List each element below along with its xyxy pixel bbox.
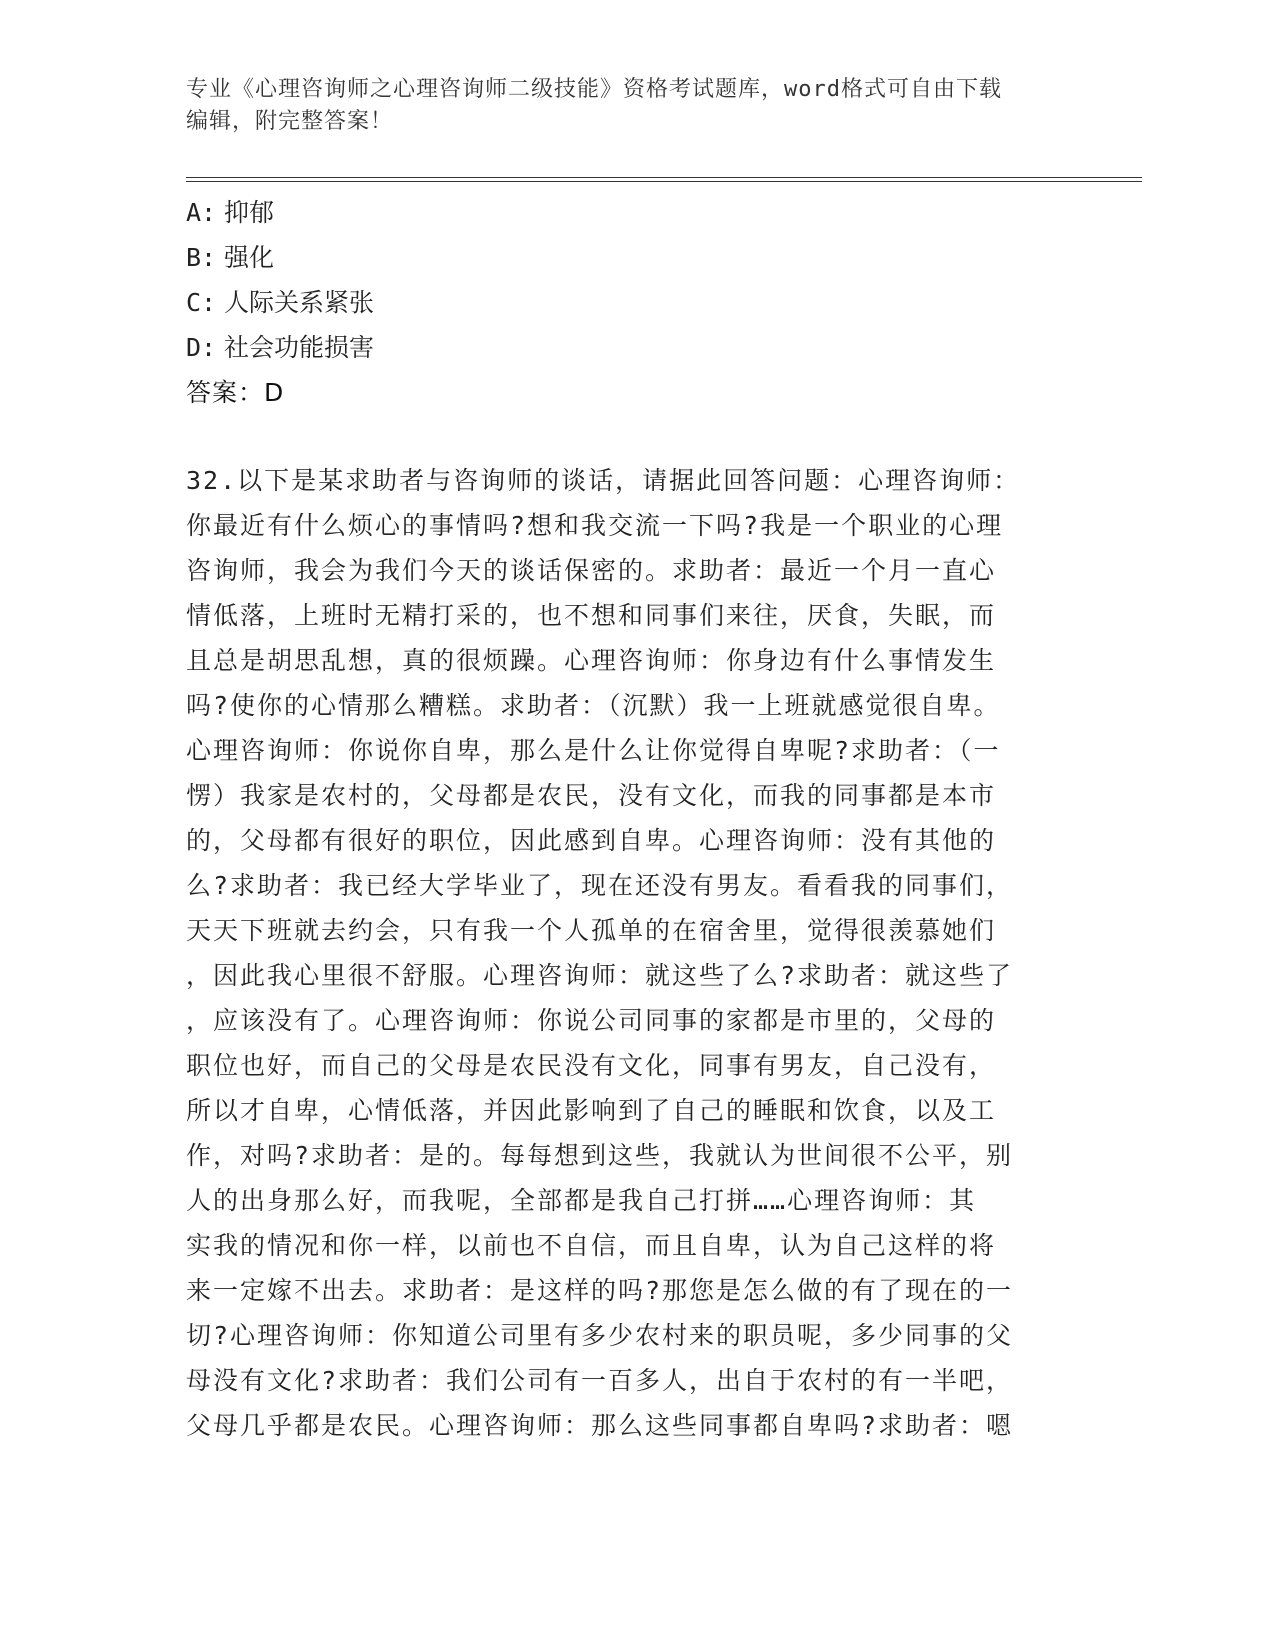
answer-options	[186, 190, 374, 415]
option-text: 抑郁	[224, 198, 275, 227]
question-line: 愣）我家是农村的，父母都是农民，没有文化，而我的同事都是本市	[186, 781, 997, 810]
option-text: 强化	[224, 243, 275, 272]
question-line: ，因此我心里很不舒服。心理咨询师：就这些了么?求助者：就这些了	[186, 961, 1014, 990]
question-line: 实我的情况和你一样，以前也不自信，而且自卑，认为自己这样的将	[186, 1231, 997, 1260]
option-a	[186, 190, 374, 235]
option-text: 社会功能损害	[224, 333, 375, 362]
question-line: 的，父母都有很好的职位，因此感到自卑。心理咨询师：没有其他的	[186, 826, 997, 855]
question-line: 天天下班就去约会，只有我一个人孤单的在宿舍里，觉得很羡慕她们	[186, 916, 997, 945]
header-line-1: 专业《心理咨询师之心理咨询师二级技能》资格考试题库，word格式可自由下载	[186, 77, 1002, 102]
option-c	[186, 280, 374, 325]
question-line: 切?心理咨询师：你知道公司里有多少农村来的职员呢，多少同事的父	[186, 1321, 1014, 1350]
question-line: 作，对吗?求助者：是的。每每想到这些，我就认为世间很不公平，别	[186, 1141, 1014, 1170]
option-key: B:	[186, 243, 217, 272]
question-line: 情低落，上班时无精打采的，也不想和同事们来往，厌食，失眠，而	[186, 601, 997, 630]
question-line: 咨询师，我会为我们今天的谈话保密的。求助者：最近一个月一直心	[186, 556, 997, 585]
option-d	[186, 325, 374, 370]
header-line-2: 编辑，附完整答案！	[186, 109, 394, 134]
question-line: 且总是胡思乱想，真的很烦躁。心理咨询师：你身边有什么事情发生	[186, 646, 997, 675]
question-line: ，应该没有了。心理咨询师：你说公司同事的家都是市里的，父母的	[186, 1006, 997, 1035]
question-line: 心理咨询师：你说你自卑，那么是什么让你觉得自卑呢?求助者：（一	[186, 736, 1001, 765]
document-header	[186, 74, 1066, 138]
question-line: 吗?使你的心情那么糟糕。求助者：（沉默）我一上班就感觉很自卑。	[186, 691, 1001, 720]
option-key: A:	[186, 198, 217, 227]
question-line: 你最近有什么烦心的事情吗?想和我交流一下吗?我是一个职业的心理	[186, 511, 1004, 540]
option-b	[186, 235, 374, 280]
option-key: D:	[186, 333, 217, 362]
header-divider-bottom	[186, 181, 1142, 182]
option-text: 人际关系紧张	[224, 288, 375, 317]
question-line: 来一定嫁不出去。求助者：是这样的吗?那您是怎么做的有了现在的一	[186, 1276, 1014, 1305]
question-line: 职位也好，而自己的父母是农民没有文化，同事有男友，自己没有，	[186, 1051, 997, 1080]
header-divider-top	[186, 177, 1142, 178]
question-32	[186, 458, 1066, 1448]
option-key: C:	[186, 288, 217, 317]
question-line: 人的出身那么好，而我呢，全部都是我自己打拼……心理咨询师：其	[186, 1186, 977, 1215]
question-line: 32.以下是某求助者与咨询师的谈话，请据此回答问题：心理咨询师：	[186, 466, 1021, 495]
answer-line: 答案：D	[186, 378, 285, 407]
question-line: 父母几乎都是农民。心理咨询师：那么这些同事都自卑吗?求助者：嗯	[186, 1411, 1014, 1440]
question-line: 母没有文化?求助者：我们公司有一百多人，出自于农村的有一半吧，	[186, 1366, 1014, 1395]
question-line: 么?求助者：我已经大学毕业了，现在还没有男友。看看我的同事们，	[186, 871, 1014, 900]
question-line: 所以才自卑，心情低落，并因此影响到了自己的睡眠和饮食，以及工	[186, 1096, 997, 1125]
